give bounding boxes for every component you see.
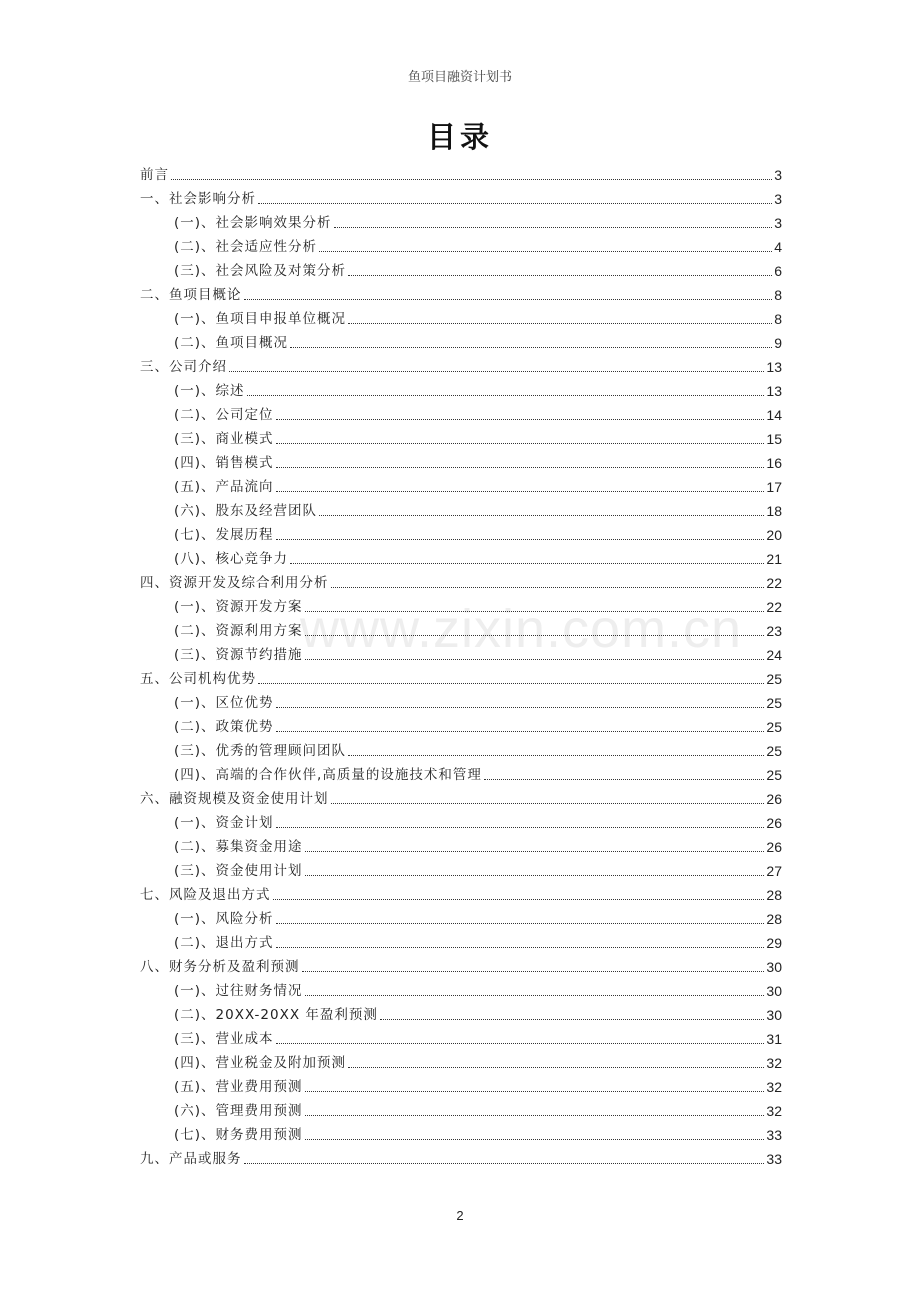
toc-entry-title: (二)、资源利用方案	[174, 623, 303, 639]
toc-entry[interactable]	[174, 832, 782, 856]
toc-entry[interactable]	[140, 784, 782, 808]
toc-entry-title: (三)、社会风险及对策分析	[174, 263, 347, 279]
toc-entry-page: 22	[766, 575, 782, 591]
toc-entry-title: (四)、营业税金及附加预测	[174, 1055, 347, 1071]
toc-entry[interactable]	[174, 1096, 782, 1120]
toc-leader-dots	[247, 394, 765, 396]
toc-entry-page: 3	[774, 191, 782, 207]
running-header: 鱼项目融资计划书	[407, 70, 512, 85]
toc-entry-page: 13	[766, 359, 782, 375]
toc-leader-dots	[244, 1162, 765, 1164]
toc-entry-title: 五、公司机构优势	[140, 671, 256, 687]
toc-leader-dots	[305, 994, 765, 996]
toc-entry-title: 一、社会影响分析	[140, 191, 256, 207]
toc-entry-page: 25	[766, 719, 782, 735]
toc-entry-page: 18	[766, 503, 782, 519]
toc-entry[interactable]	[174, 208, 782, 232]
toc-entry[interactable]	[174, 976, 782, 1000]
toc-leader-dots	[319, 250, 772, 252]
toc-entry[interactable]	[174, 1048, 782, 1072]
toc-entry-page: 32	[766, 1079, 782, 1095]
toc-leader-dots	[334, 226, 773, 228]
toc-entry-title: 四、资源开发及综合利用分析	[140, 575, 329, 591]
toc-entry[interactable]	[174, 304, 782, 328]
toc-entry[interactable]	[174, 232, 782, 256]
toc-leader-dots	[276, 1042, 765, 1044]
toc-leader-dots	[290, 346, 772, 348]
toc-title: 目录	[426, 120, 493, 154]
toc-entry-title: (二)、鱼项目概况	[174, 335, 289, 351]
toc-leader-dots	[305, 1090, 765, 1092]
toc-leader-dots	[305, 850, 765, 852]
toc-leader-dots	[305, 658, 765, 660]
toc-entry-title: (六)、股东及经营团队	[174, 503, 318, 519]
toc-entry[interactable]	[174, 256, 782, 280]
toc-entry[interactable]	[174, 928, 782, 952]
toc-entry[interactable]	[174, 1024, 782, 1048]
toc-entry-page: 26	[766, 815, 782, 831]
toc-entry-title: (八)、核心竞争力	[174, 551, 289, 567]
toc-entry-title: (二)、社会适应性分析	[174, 239, 318, 255]
toc-entry-title: 二、鱼项目概论	[140, 287, 242, 303]
toc-leader-dots	[305, 610, 765, 612]
toc-entry-page: 32	[766, 1055, 782, 1071]
toc-leader-dots	[276, 706, 765, 708]
toc-leader-dots	[348, 274, 772, 276]
toc-entry-title: (二)、退出方式	[174, 935, 274, 951]
toc-entry[interactable]	[174, 1120, 782, 1144]
toc-leader-dots	[276, 442, 765, 444]
toc-entry[interactable]	[140, 280, 782, 304]
toc-entry-page: 30	[766, 959, 782, 975]
toc-entry[interactable]	[174, 688, 782, 712]
toc-entry-page: 3	[774, 215, 782, 231]
toc-entry-title: (一)、过往财务情况	[174, 983, 303, 999]
toc-entry-page: 8	[774, 311, 782, 327]
toc-entry[interactable]	[174, 376, 782, 400]
toc-entry-page: 22	[766, 599, 782, 615]
toc-leader-dots	[380, 1018, 765, 1020]
toc-entry-title: (七)、财务费用预测	[174, 1127, 303, 1143]
toc-entry[interactable]	[174, 592, 782, 616]
toc-entry-page: 20	[766, 527, 782, 543]
toc-entry[interactable]	[140, 160, 782, 184]
toc-entry-page: 29	[766, 935, 782, 951]
toc-entry-title: (二)、政策优势	[174, 719, 274, 735]
toc-entry-title: (三)、优秀的管理顾问团队	[174, 743, 347, 759]
toc-entry[interactable]	[174, 904, 782, 928]
toc-leader-dots	[276, 418, 765, 420]
toc-entry-page: 30	[766, 983, 782, 999]
page-number: 2	[456, 1208, 464, 1223]
toc-entry-title: 八、财务分析及盈利预测	[140, 959, 300, 975]
toc-entry-page: 32	[766, 1103, 782, 1119]
toc-entry-title: (二)、公司定位	[174, 407, 274, 423]
toc-leader-dots	[229, 370, 764, 372]
toc-entry-title: (四)、高端的合作伙伴,高质量的设施技术和管理	[174, 767, 482, 783]
toc-entry[interactable]	[174, 424, 782, 448]
toc-entry[interactable]	[174, 808, 782, 832]
toc-entry[interactable]	[174, 448, 782, 472]
toc-leader-dots	[276, 946, 765, 948]
toc-entry-title: (三)、资源节约措施	[174, 647, 303, 663]
toc-entry-title: (一)、资金计划	[174, 815, 274, 831]
toc-entry-title: (三)、营业成本	[174, 1031, 274, 1047]
toc-entry[interactable]	[174, 640, 782, 664]
toc-leader-dots	[258, 682, 764, 684]
toc-leader-dots	[348, 754, 764, 756]
toc-leader-dots	[290, 562, 764, 564]
toc-entry-page: 30	[766, 1007, 782, 1023]
toc-leader-dots	[305, 634, 765, 636]
toc-entry-page: 4	[774, 239, 782, 255]
toc-entry-page: 25	[766, 671, 782, 687]
toc-entry-page: 31	[766, 1031, 782, 1047]
toc-entry-page: 21	[766, 551, 782, 567]
toc-entry[interactable]	[174, 472, 782, 496]
toc-entry[interactable]	[174, 856, 782, 880]
toc-entry-page: 9	[774, 335, 782, 351]
toc-entry-title: 六、融资规模及资金使用计划	[140, 791, 329, 807]
toc-entry-title: (七)、发展历程	[174, 527, 274, 543]
toc-entry[interactable]	[174, 616, 782, 640]
toc-entry-page: 3	[774, 167, 782, 183]
toc-entry[interactable]	[174, 1072, 782, 1096]
toc-entry-page: 28	[766, 887, 782, 903]
toc-leader-dots	[331, 586, 765, 588]
toc-entry-title: (一)、风险分析	[174, 911, 274, 927]
toc-entry-title: (五)、产品流向	[174, 479, 274, 495]
toc-entry-title: (三)、商业模式	[174, 431, 274, 447]
toc-leader-dots	[302, 970, 765, 972]
toc-leader-dots	[273, 898, 765, 900]
toc-leader-dots	[305, 1114, 765, 1116]
toc-entry-title: (二)、募集资金用途	[174, 839, 303, 855]
toc-entry-page: 13	[766, 383, 782, 399]
watermark: www.zixin.com.cn	[300, 599, 743, 659]
toc-entry-page: 25	[766, 767, 782, 783]
toc-leader-dots	[276, 826, 765, 828]
toc-leader-dots	[276, 538, 765, 540]
toc-entry[interactable]	[174, 400, 782, 424]
toc-entry-page: 8	[774, 287, 782, 303]
toc-entry-page: 26	[766, 791, 782, 807]
toc-entry-page: 16	[766, 455, 782, 471]
toc-entry-title: 前言	[140, 167, 169, 183]
toc-leader-dots	[276, 922, 765, 924]
toc-entry[interactable]	[140, 880, 782, 904]
toc-entry-page: 6	[774, 263, 782, 279]
toc-entry-page: 25	[766, 743, 782, 759]
toc-entry-page: 15	[766, 431, 782, 447]
toc-entry-title: 三、公司介绍	[140, 359, 227, 375]
toc-entry-page: 25	[766, 695, 782, 711]
toc-entry[interactable]	[174, 328, 782, 352]
toc-entry-page: 14	[766, 407, 782, 423]
toc-entry-title: (一)、区位优势	[174, 695, 274, 711]
toc-entry[interactable]	[174, 760, 782, 784]
toc-leader-dots	[348, 322, 772, 324]
toc-entry-title: 九、产品或服务	[140, 1151, 242, 1167]
toc-entry-page: 24	[766, 647, 782, 663]
toc-leader-dots	[319, 514, 764, 516]
toc-leader-dots	[244, 298, 773, 300]
toc-entry-page: 33	[766, 1151, 782, 1167]
toc-leader-dots	[171, 178, 772, 180]
toc-leader-dots	[348, 1066, 764, 1068]
toc-leader-dots	[331, 802, 765, 804]
toc-entry-title: 七、风险及退出方式	[140, 887, 271, 903]
toc-entry[interactable]	[174, 1000, 782, 1024]
toc-entry[interactable]	[174, 496, 782, 520]
toc-leader-dots	[305, 1138, 765, 1140]
toc-entry-title: (四)、销售模式	[174, 455, 274, 471]
toc-entry[interactable]	[174, 520, 782, 544]
toc-entry[interactable]	[140, 1144, 782, 1168]
toc-entry-page: 23	[766, 623, 782, 639]
toc-leader-dots	[484, 778, 765, 780]
toc-entry-title: (六)、管理费用预测	[174, 1103, 303, 1119]
toc-entry-title: (一)、社会影响效果分析	[174, 215, 332, 231]
toc-entry-title: (二)、20XX-20XX 年盈利预测	[174, 1007, 378, 1023]
toc-entry-title: (一)、资源开发方案	[174, 599, 303, 615]
toc-entry[interactable]	[174, 544, 782, 568]
toc-entry-page: 26	[766, 839, 782, 855]
toc-entry[interactable]	[174, 736, 782, 760]
toc-leader-dots	[305, 874, 765, 876]
toc-entry[interactable]	[140, 568, 782, 592]
toc-entry-title: (一)、鱼项目申报单位概况	[174, 311, 347, 327]
toc-entry-page: 27	[766, 863, 782, 879]
toc-entry[interactable]	[140, 664, 782, 688]
toc-leader-dots	[276, 490, 765, 492]
toc-leader-dots	[276, 730, 765, 732]
toc-entry[interactable]	[174, 712, 782, 736]
toc-leader-dots	[276, 466, 765, 468]
toc-entry-title: (五)、营业费用预测	[174, 1079, 303, 1095]
toc-entry[interactable]	[140, 184, 782, 208]
toc-entry-page: 28	[766, 911, 782, 927]
toc-entry-title: (三)、资金使用计划	[174, 863, 303, 879]
toc-entry-page: 17	[766, 479, 782, 495]
toc-entry[interactable]	[140, 352, 782, 376]
toc-entry-page: 33	[766, 1127, 782, 1143]
toc-entry-title: (一)、综述	[174, 383, 245, 399]
toc-leader-dots	[258, 202, 772, 204]
toc-entry[interactable]	[140, 952, 782, 976]
